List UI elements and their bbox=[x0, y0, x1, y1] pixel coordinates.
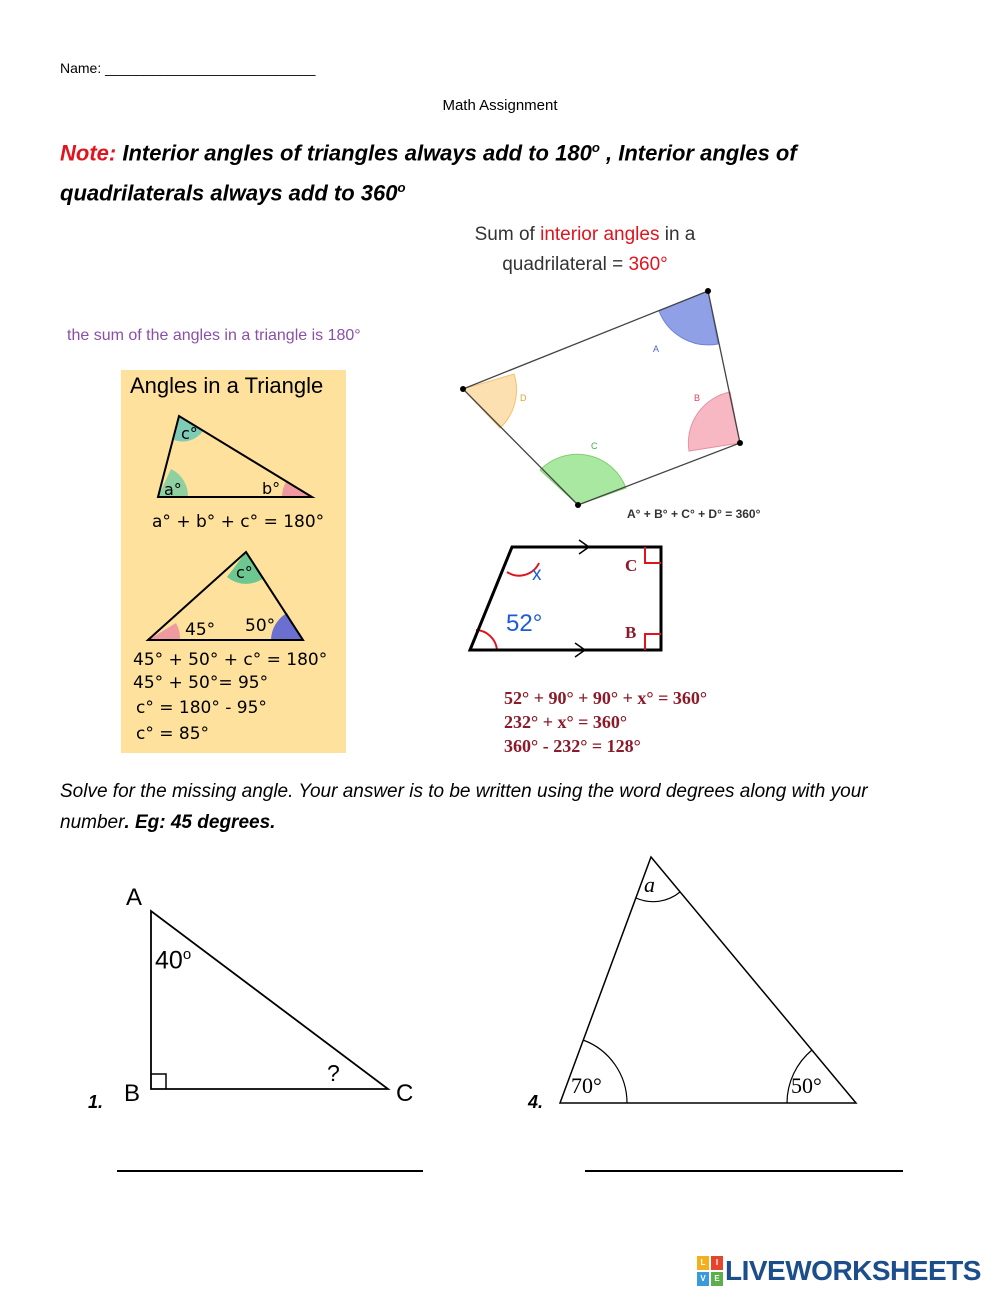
trapezoid-step-2: 232° + x° = 360° bbox=[504, 712, 628, 732]
logo-badge-e: E bbox=[711, 1272, 723, 1286]
instructions-text: Solve for the missing angle. Your answer is to be written using the word degrees along with your number bbox=[60, 781, 868, 833]
quad-title-line2: quadrilateral = bbox=[502, 254, 629, 275]
panel-step-3: c° = 180° - 95° bbox=[136, 698, 267, 718]
panel-angle-b-label: b° bbox=[262, 479, 281, 498]
q1-unknown-angle: ? bbox=[327, 1060, 340, 1086]
trapezoid-step-3: 360° - 232° = 128° bbox=[504, 736, 641, 756]
panel-example-angle-50: 50° bbox=[245, 616, 276, 636]
panel-step-4: c° = 85° bbox=[136, 724, 210, 744]
quad-label-c: C bbox=[591, 441, 598, 451]
quad-title-b: in a bbox=[659, 224, 696, 245]
note-sup-b: o bbox=[397, 180, 406, 196]
panel-step-2: 45° + 50°= 95° bbox=[133, 673, 269, 693]
q1-answer-line[interactable] bbox=[117, 1170, 423, 1172]
question-4-triangle bbox=[560, 857, 856, 1103]
panel-angle-a-label: a° bbox=[164, 480, 182, 499]
quad-label-b: B bbox=[694, 393, 701, 403]
panel-example-angle-c: c° bbox=[236, 563, 253, 582]
panel-triangle-2 bbox=[148, 552, 303, 640]
quad-label-d: D bbox=[520, 393, 527, 403]
panel-equation: a° + b° + c° = 180° bbox=[152, 512, 325, 532]
quad-title-value: 360° bbox=[628, 254, 668, 275]
instructions-example: . Eg: 45 degrees. bbox=[124, 812, 276, 833]
quad-title-red: interior angles bbox=[540, 224, 660, 245]
panel-title: Angles in a Triangle bbox=[130, 373, 324, 398]
trapezoid-angle-x: x bbox=[532, 564, 542, 585]
q4-angle-top: a bbox=[644, 872, 655, 897]
name-field-label: Name: ___________________________ bbox=[60, 60, 316, 76]
note-text-a: Interior angles of triangles always add to 180 bbox=[116, 140, 592, 166]
trapezoid-angle-52: 52° bbox=[506, 610, 543, 637]
q1-vertex-b: B bbox=[124, 1080, 141, 1107]
quad-label-a: A bbox=[653, 344, 660, 354]
logo-text: LIVEWORKSHEETS bbox=[725, 1255, 981, 1286]
triangle-sum-caption: the sum of the angles in a triangle is 180° bbox=[67, 327, 361, 344]
quadrilateral-diagram bbox=[460, 288, 743, 508]
instructions bbox=[60, 776, 940, 838]
trapezoid-step-1: 52° + 90° + 90° + x° = 360° bbox=[504, 688, 708, 708]
q1-angle-value: 40 bbox=[155, 946, 183, 975]
q4-angle-right: 50° bbox=[791, 1073, 822, 1098]
logo-badge-i: I bbox=[711, 1256, 723, 1270]
panel-angle-c-label: c° bbox=[181, 424, 198, 443]
panel-example-angle-45: 45° bbox=[185, 620, 216, 640]
note-text-b: , Interior angles of quadrilaterals always add to 360 bbox=[60, 140, 797, 206]
panel-step-1: 45° + 50° + c° = 180° bbox=[133, 650, 328, 670]
trapezoid-label-c: C bbox=[625, 556, 638, 575]
q4-angle-left: 70° bbox=[571, 1073, 602, 1098]
q4-answer-line[interactable] bbox=[585, 1170, 903, 1172]
page-title: Math Assignment bbox=[442, 97, 558, 114]
note-sup-a: o bbox=[591, 140, 600, 155]
logo-badge-v: V bbox=[697, 1272, 709, 1286]
q1-angle-sup: o bbox=[182, 946, 192, 963]
quad-equation: A° + B° + C° + D° = 360° bbox=[627, 507, 761, 521]
q1-angle-a bbox=[155, 946, 191, 975]
trapezoid-label-b: B bbox=[625, 623, 637, 642]
logo-badge bbox=[697, 1256, 723, 1286]
q1-vertex-c: C bbox=[396, 1080, 414, 1107]
quad-title bbox=[430, 220, 740, 280]
q1-vertex-a: A bbox=[126, 884, 143, 911]
quad-title-a: Sum of bbox=[474, 224, 541, 245]
logo-badge-l: L bbox=[697, 1256, 709, 1270]
q1-number: 1. bbox=[88, 1092, 104, 1112]
q4-number: 4. bbox=[528, 1092, 544, 1112]
liveworksheets-logo bbox=[697, 1255, 981, 1287]
question-1-triangle bbox=[151, 911, 388, 1089]
note-label: Note: bbox=[60, 140, 117, 166]
